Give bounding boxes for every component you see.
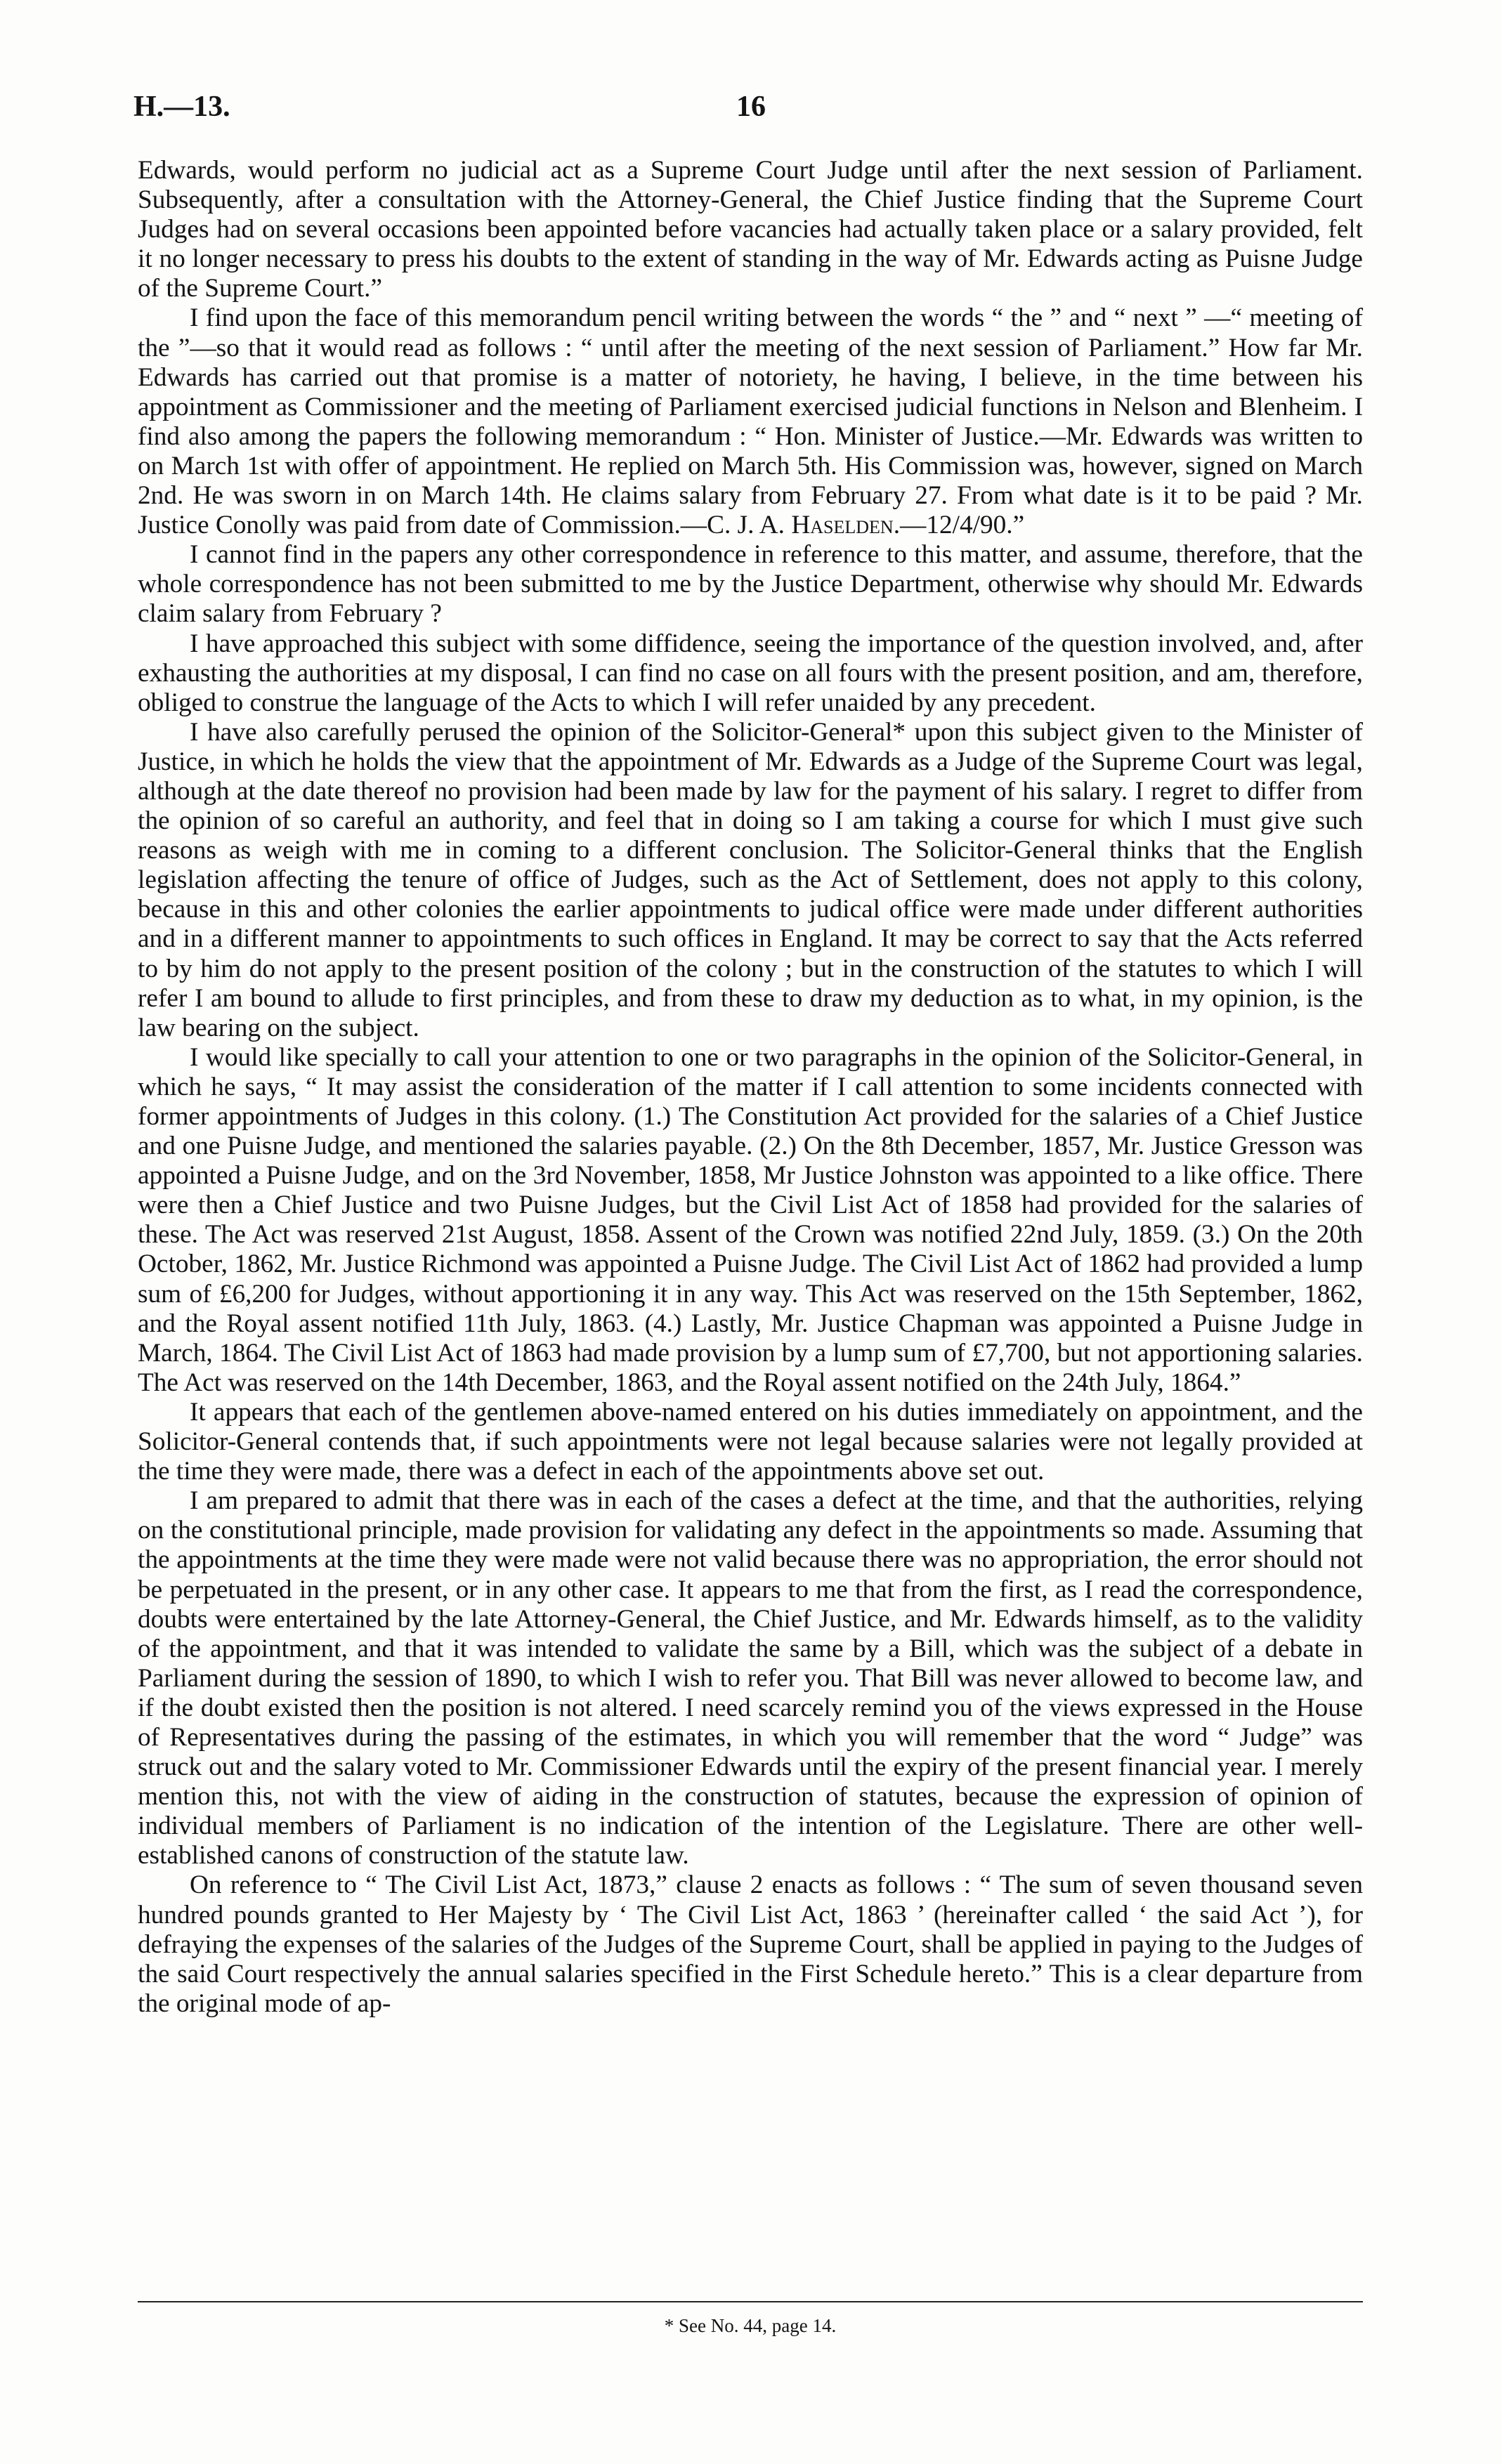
paragraph-1: Edwards, would perform no judicial act as a Supreme Court Judge until after the next session of Parliament. Subsequently, after a consultation with the Attorney-General, the Chief Justice finding that the Supreme Court Judges had on several occasions been appointed before vacancies had actually taken place or a salary provided, felt it no longer necessary to press his doubts to the extent of standing in the way of Mr. Edwards acting as Puisne Judge of the Supreme Court.” — [138, 156, 1363, 303]
paragraph-8: I am prepared to admit that there was in each of the cases a defect at the time, and that the authorities, relying on the constitutional principle, made provision for validating any defect in the appointments so made. Assuming that the appointments at the time they were made were not valid because there was no appropriation, the error should not be perpetuated in the present, or in any other case. It appears to me that from the first, as I read the correspondence, doubts were entertained by the late Attorney-General, the Chief Justice, and Mr. Edwards himself, as to the validity of the appointment, and that it was intended to validate the same by a Bill, which was the subject of a debate in Parliament during the session of 1890, to which I wish to refer you. That Bill was never allowed to become law, and if the doubt existed then the position is not altered. I need scarcely remind you of the views expressed in the House of Representatives during the passing of the estimates, in which you will remember that the word “ Judge” was struck out and the salary voted to Mr. Commissioner Edwards until the expiry of the present financial year. I merely mention this, not with the view of aiding in the construction of statutes, because the expression of opinion of individual members of Parliament is no indication of the intention of the Legislature. There are other well-established canons of construction of the statute law. — [138, 1486, 1363, 1870]
paragraph-6: I would like specially to call your attention to one or two paragraphs in the opinion of the Solicitor-General, in which he says, “ It may assist the consideration of the matter if I call attention to some incidents connected with former appointments of Judges in this colony. (1.) The Constitution Act provided for the salaries of a Chief Justice and one Puisne Judge, and mentioned the salaries payable. (2.) On the 8th December, 1857, Mr. Justice Gresson was appointed a Puisne Judge, and on the 3rd November, 1858, Mr Justice Johnston was appointed to a like office. There were then a Chief Justice and two Puisne Judges, but the Civil List Act of 1858 had provided for the salaries of these. The Act was reserved 21st August, 1858. Assent of the Crown was notified 22nd July, 1859. (3.) On the 20th October, 1862, Mr. Justice Richmond was appointed a Puisne Judge. The Civil List Act of 1862 had provided a lump sum of £6,200 for Judges, without apportioning it in any way. This Act was reserved on the 15th September, 1862, and the Royal assent notified 11th July, 1863. (4.) Lastly, Mr. Justice Chapman was appointed a Puisne Judge in March, 1864. The Civil List Act of 1863 had made provision by a lump sum of £7,700, but not apportioning salaries. The Act was reserved on the 14th December, 1863, and the Royal assent notified on the 24th July, 1864.” — [138, 1042, 1363, 1397]
paragraph-7: It appears that each of the gentlemen above-named entered on his duties immediately on appointment, and the Solicitor-General contends that, if such appointments were not legal because salaries were not legally provided at the time they were made, there was a defect in each of the appointments above set out. — [138, 1397, 1363, 1486]
paragraph-4: I have approached this subject with some diffidence, seeing the importance of the question involved, and, after exhausting the authorities at my disposal, I can find no case on all fours with the present position, and am, therefore, obliged to construe the language of the Acts to which I will refer unaided by any precedent. — [138, 629, 1363, 717]
paragraph-3: I cannot find in the papers any other correspondence in reference to this matter, and assume, therefore, that the whole correspondence has not been submitted to me by the Justice Department, otherwise why should Mr. Edwards claim salary from February ? — [138, 540, 1363, 629]
signature-date: .—12/4/90.” — [893, 511, 1025, 540]
paragraph-2-text: I find upon the face of this memorandum pencil writing between the words “ the ” and “ next ” —“ meeting of the ”—so that it would read as follows : “ until after the meeting of the next session of Parliament.” How far Mr. Edwards has carried out that promise is a matter of notoriety, he having, I believe, in the time between his appointment as Commissioner and the meeting of Parliament exercised judicial functions in Nelson and Blenheim. I find also among the papers the following memorandum : “ Hon. Minister of Justice.—Mr. Edwards was written to on March 1st with offer of appointment. He replied on March 5th. His Commission was, however, signed on March 2nd. He was sworn in on March 14th. He claims salary from February 27. From what date is it to be paid ? Mr. Justice Conolly was paid from date of Commission.—C. J. A. — [138, 303, 1363, 540]
page-number: 16 — [736, 91, 766, 123]
footnote-rule — [138, 2301, 1363, 2302]
signature-name: Haselden — [791, 511, 894, 540]
paragraph-5: I have also carefully perused the opinion of the Solicitor-General* upon this subject given to the Minister of Justice, in which he holds the view that the appointment of Mr. Edwards as a Judge of the Supreme Court was legal, although at the date thereof no provision had been made by law for the payment of his salary. I regret to differ from the opinion of so careful an authority, and feel that in doing so I am taking a course for which I must give such reasons as weigh with me in coming to a different conclusion. The Solicitor-General thinks that the English legislation affecting the tenure of office of Judges, such as the Act of Settlement, does not apply to this colony, because in this and other colonies the earlier appointments to judical office were made under different authorities and in a different manner to appointments to such offices in England. It may be correct to say that the Acts referred to by him do not apply to the present position of the colony ; but in the construction of the statutes to which I will refer I am bound to allude to first principles, and from these to draw my deduction as to what, in my opinion, is the law bearing on the subject. — [138, 717, 1363, 1042]
paragraph-2 — [138, 303, 1363, 540]
body-text — [138, 156, 1363, 2019]
page-header — [133, 90, 1369, 132]
document-reference: H.—13. — [133, 91, 230, 123]
paragraph-9: On reference to “ The Civil List Act, 1873,” clause 2 enacts as follows : “ The sum of seven thousand seven hundred pounds granted to Her Majesty by ‘ The Civil List Act, 1863 ’ (hereinafter called ‘ the said Act ’), for defraying the expenses of the salaries of the Judges of the Supreme Court, shall be applied in paying to the Judges of the said Court respectively the annual salaries specified in the First Schedule hereto.” This is a clear departure from the original mode of ap- — [138, 1870, 1363, 2018]
footnote: * See No. 44, page 14. — [664, 2315, 837, 2336]
